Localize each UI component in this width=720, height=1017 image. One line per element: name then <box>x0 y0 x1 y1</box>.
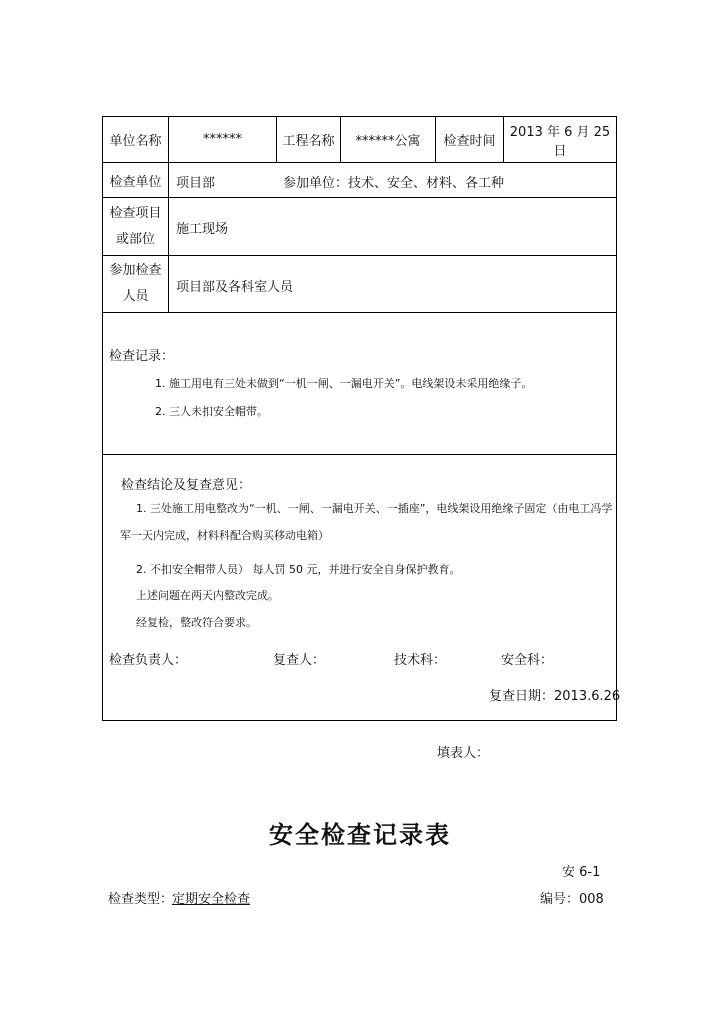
unit-name-label: 单位名称 <box>103 117 169 162</box>
inspection-item-label: 检查项目 或部位 <box>103 198 169 255</box>
filler-label: 填表人： <box>437 746 490 761</box>
project-name-value: ******公寓 <box>341 117 436 162</box>
reviewer-signature-label: 复查人： <box>273 653 326 668</box>
inspection-record-section <box>103 313 616 455</box>
project-name-label: 工程名称 <box>277 117 341 162</box>
inspection-item-row <box>103 198 616 256</box>
safety-dept-signature-label: 安全科： <box>501 653 554 668</box>
inspection-record-table <box>102 116 621 721</box>
participants-row <box>103 256 616 313</box>
header-row <box>103 117 616 163</box>
record-item: 1. 施工用电有三处未做到“一机一闸、一漏电开关”。电线架设未采用绝缘子。 <box>155 377 533 390</box>
participants-label: 参加检查 人员 <box>103 256 169 312</box>
review-date: 复查日期：2013.6.26 <box>489 689 621 704</box>
participating-units: 参加单位：技术、安全、材料、各工种 <box>283 176 505 191</box>
conclusion-line: 经复检，整改符合要求。 <box>136 616 257 629</box>
inspection-unit-value: 项目部 <box>176 176 216 191</box>
record-item: 2. 三人未扣安全帽带。 <box>155 405 268 418</box>
unit-name-value: ****** <box>169 117 277 162</box>
inspection-time-value: 2013 年 6 月 25 日 <box>509 124 611 159</box>
page-title: 安全检查记录表 <box>269 820 451 849</box>
inspector-signature-label: 检查负责人： <box>109 653 188 668</box>
tech-dept-signature-label: 技术科： <box>394 653 447 668</box>
conclusion-section <box>103 455 621 720</box>
inspection-item-value: 施工现场 <box>176 222 229 237</box>
conclusion-line: 2. 不扣安全帽带人员） 每人罚 50 元，并进行安全自身保护教育。 <box>136 563 461 576</box>
record-heading: 检查记录： <box>109 349 175 364</box>
conclusion-line: 上述问题在两天内整改完成。 <box>136 589 279 602</box>
form-code: 安 6-1 <box>562 865 601 880</box>
participants-value: 项目部及各科室人员 <box>176 280 294 295</box>
inspection-time-label: 检查时间 <box>436 117 504 162</box>
inspection-unit-row <box>103 163 616 198</box>
inspection-type-label: 检查类型： <box>108 892 174 907</box>
inspection-type-value: 定期安全检查 <box>172 892 251 907</box>
conclusion-line: 1. 三处施工用电整改为“一机、一闸、一漏电开关、一插座”，电线架设用绝缘子固定（由电工冯学 <box>136 502 613 515</box>
conclusion-heading: 检查结论及复查意见： <box>121 478 252 493</box>
inspection-unit-label: 检查单位 <box>103 163 169 197</box>
serial-number: 编号：008 <box>540 892 604 907</box>
conclusion-line: 军一天内完成，材料科配合购买移动电箱） <box>120 529 329 542</box>
